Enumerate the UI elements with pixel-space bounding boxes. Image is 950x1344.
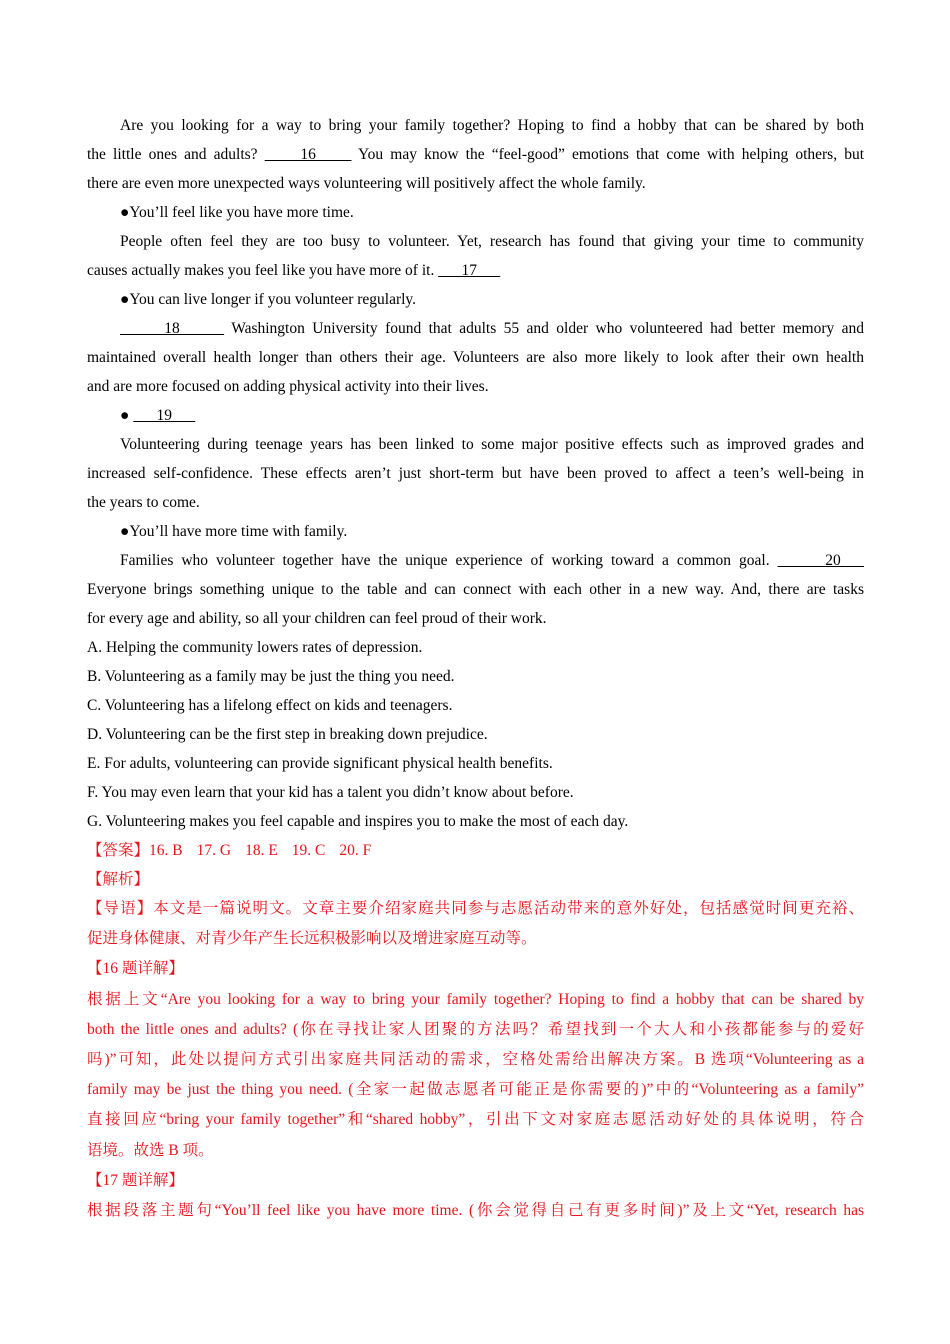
option-c: C. Volunteering has a lifelong effect on kids and teenagers.	[87, 697, 453, 714]
passage-paragraph-1-line-3: there are even more unexpected ways volunteering will positively affect the whole family.	[87, 175, 646, 192]
answer-item: 18. E	[245, 842, 278, 859]
passage-paragraph-5-line-2: Everyone brings something unique to the table and can connect with each other in a new way. And, there are tasks	[87, 581, 864, 598]
q16-line-1: 根据上文“Are you looking for a way to bring your family together? Hoping to find a hobby that can be shared by	[87, 990, 864, 1008]
passage-paragraph-4-line-2: increased self-confidence. These effects aren’t just short-term but have been proved to affect a teen’s well-being in	[87, 465, 864, 482]
passage-paragraph-5-line-1	[87, 546, 864, 575]
document-page	[87, 111, 864, 1226]
passage-text: You may know the “feel-good” emotions that come with helping others, but	[358, 146, 865, 163]
q16-title: 【16 题详解】	[87, 960, 184, 978]
q16-line-2: both the little ones and adults? (你在寻找让家人团聚的方法吗？希望找到一个大人和小孩都能参与的爱好	[87, 1020, 864, 1038]
q16-line-4: family may be just the thing you need. (全家一起做志愿者可能正是你需要的)”中的“Volunteering as a family”	[87, 1081, 864, 1099]
answer-item: 20. F	[339, 842, 372, 859]
blank-16: 16	[264, 146, 352, 163]
heading-more-time: ●You’ll feel like you have more time.	[120, 204, 354, 221]
q17-line-1: 根据段落主题句“You’ll feel like you have more time. (你会觉得自己有更多时间)”及上文“Yet, research has	[87, 1201, 864, 1219]
option-g: G. Volunteering makes you feel capable and inspires you to make the most of each day.	[87, 813, 629, 830]
passage-text: the little ones and adults?	[87, 146, 258, 163]
blank-20: 20	[777, 552, 864, 569]
passage-text: causes actually makes you feel like you have more of it.	[87, 262, 435, 279]
passage-paragraph-1-line-2	[87, 140, 864, 169]
passage-paragraph-2-line-2	[87, 256, 864, 285]
passage-paragraph-5-line-3: for every age and ability, so all your children can feel proud of their work.	[87, 610, 547, 627]
answer-line	[87, 836, 864, 865]
option-b: B. Volunteering as a family may be just the thing you need.	[87, 668, 455, 685]
heading-time-with-family: ●You’ll have more time with family.	[120, 523, 348, 540]
passage-paragraph-3-line-3: and are more focused on adding physical activity into their lives.	[87, 378, 489, 395]
answer-item: 19. C	[291, 842, 326, 859]
passage-text: Families who volunteer together have the unique experience of working toward a common goal.	[120, 552, 770, 569]
option-f: F. You may even learn that your kid has a talent you didn’t know about before.	[87, 784, 574, 801]
option-e: E. For adults, volunteering can provide significant physical health benefits.	[87, 755, 553, 772]
answer-item: 16. B	[149, 842, 183, 859]
intro-line-2: 促进身体健康、对青少年产生长远积极影响以及增进家庭互动等。	[87, 930, 537, 948]
q16-line-6: 语境。故选 B 项。	[87, 1141, 214, 1159]
heading-blank-19	[87, 401, 864, 430]
blank-17: 17	[438, 262, 501, 279]
option-d: D. Volunteering can be the first step in breaking down prejudice.	[87, 726, 488, 743]
answer-item: 17. G	[196, 842, 232, 859]
option-a: A. Helping the community lowers rates of depression.	[87, 639, 423, 656]
intro-line-1: 【导语】本文是一篇说明文。文章主要介绍家庭共同参与志愿活动带来的意外好处，包括感觉时间更充裕、	[87, 900, 864, 917]
q17-title: 【17 题详解】	[87, 1171, 184, 1189]
q16-line-5: 直接回应“bring your family together”和“shared hobby”，引出下文对家庭志愿活动好处的具体说明，符合	[87, 1111, 864, 1129]
passage-paragraph-4-line-3: the years to come.	[87, 494, 200, 511]
heading-live-longer: ●You can live longer if you volunteer regularly.	[120, 291, 417, 308]
blank-18: 18	[120, 320, 225, 337]
passage-text: Washington University found that adults 55 and older who volunteered had better memory and	[231, 320, 864, 337]
bullet-icon: ●	[120, 407, 130, 424]
answer-label: 【答案】	[87, 842, 150, 859]
analysis-label: 【解析】	[87, 871, 150, 888]
passage-paragraph-2-line-1: People often feel they are too busy to volunteer. Yet, research has found that giving your time to community	[120, 233, 864, 250]
passage-paragraph-4-line-1: Volunteering during teenage years has been linked to some major positive effects such as improved grades and	[120, 436, 864, 453]
q16-line-3: 吗)”可知，此处以提问方式引出家庭共同活动的需求，空格处需给出解决方案。B 选项“Volunteering as a	[87, 1050, 864, 1068]
passage-paragraph-1-line-1: Are you looking for a way to bring your family together? Hoping to find a hobby that can be shared by both	[120, 117, 864, 134]
blank-19: 19	[133, 407, 196, 424]
passage-paragraph-3-line-2: maintained overall health longer than others their age. Volunteers are also more likely to look after their own health	[87, 349, 864, 366]
passage-paragraph-3-line-1	[87, 314, 864, 343]
